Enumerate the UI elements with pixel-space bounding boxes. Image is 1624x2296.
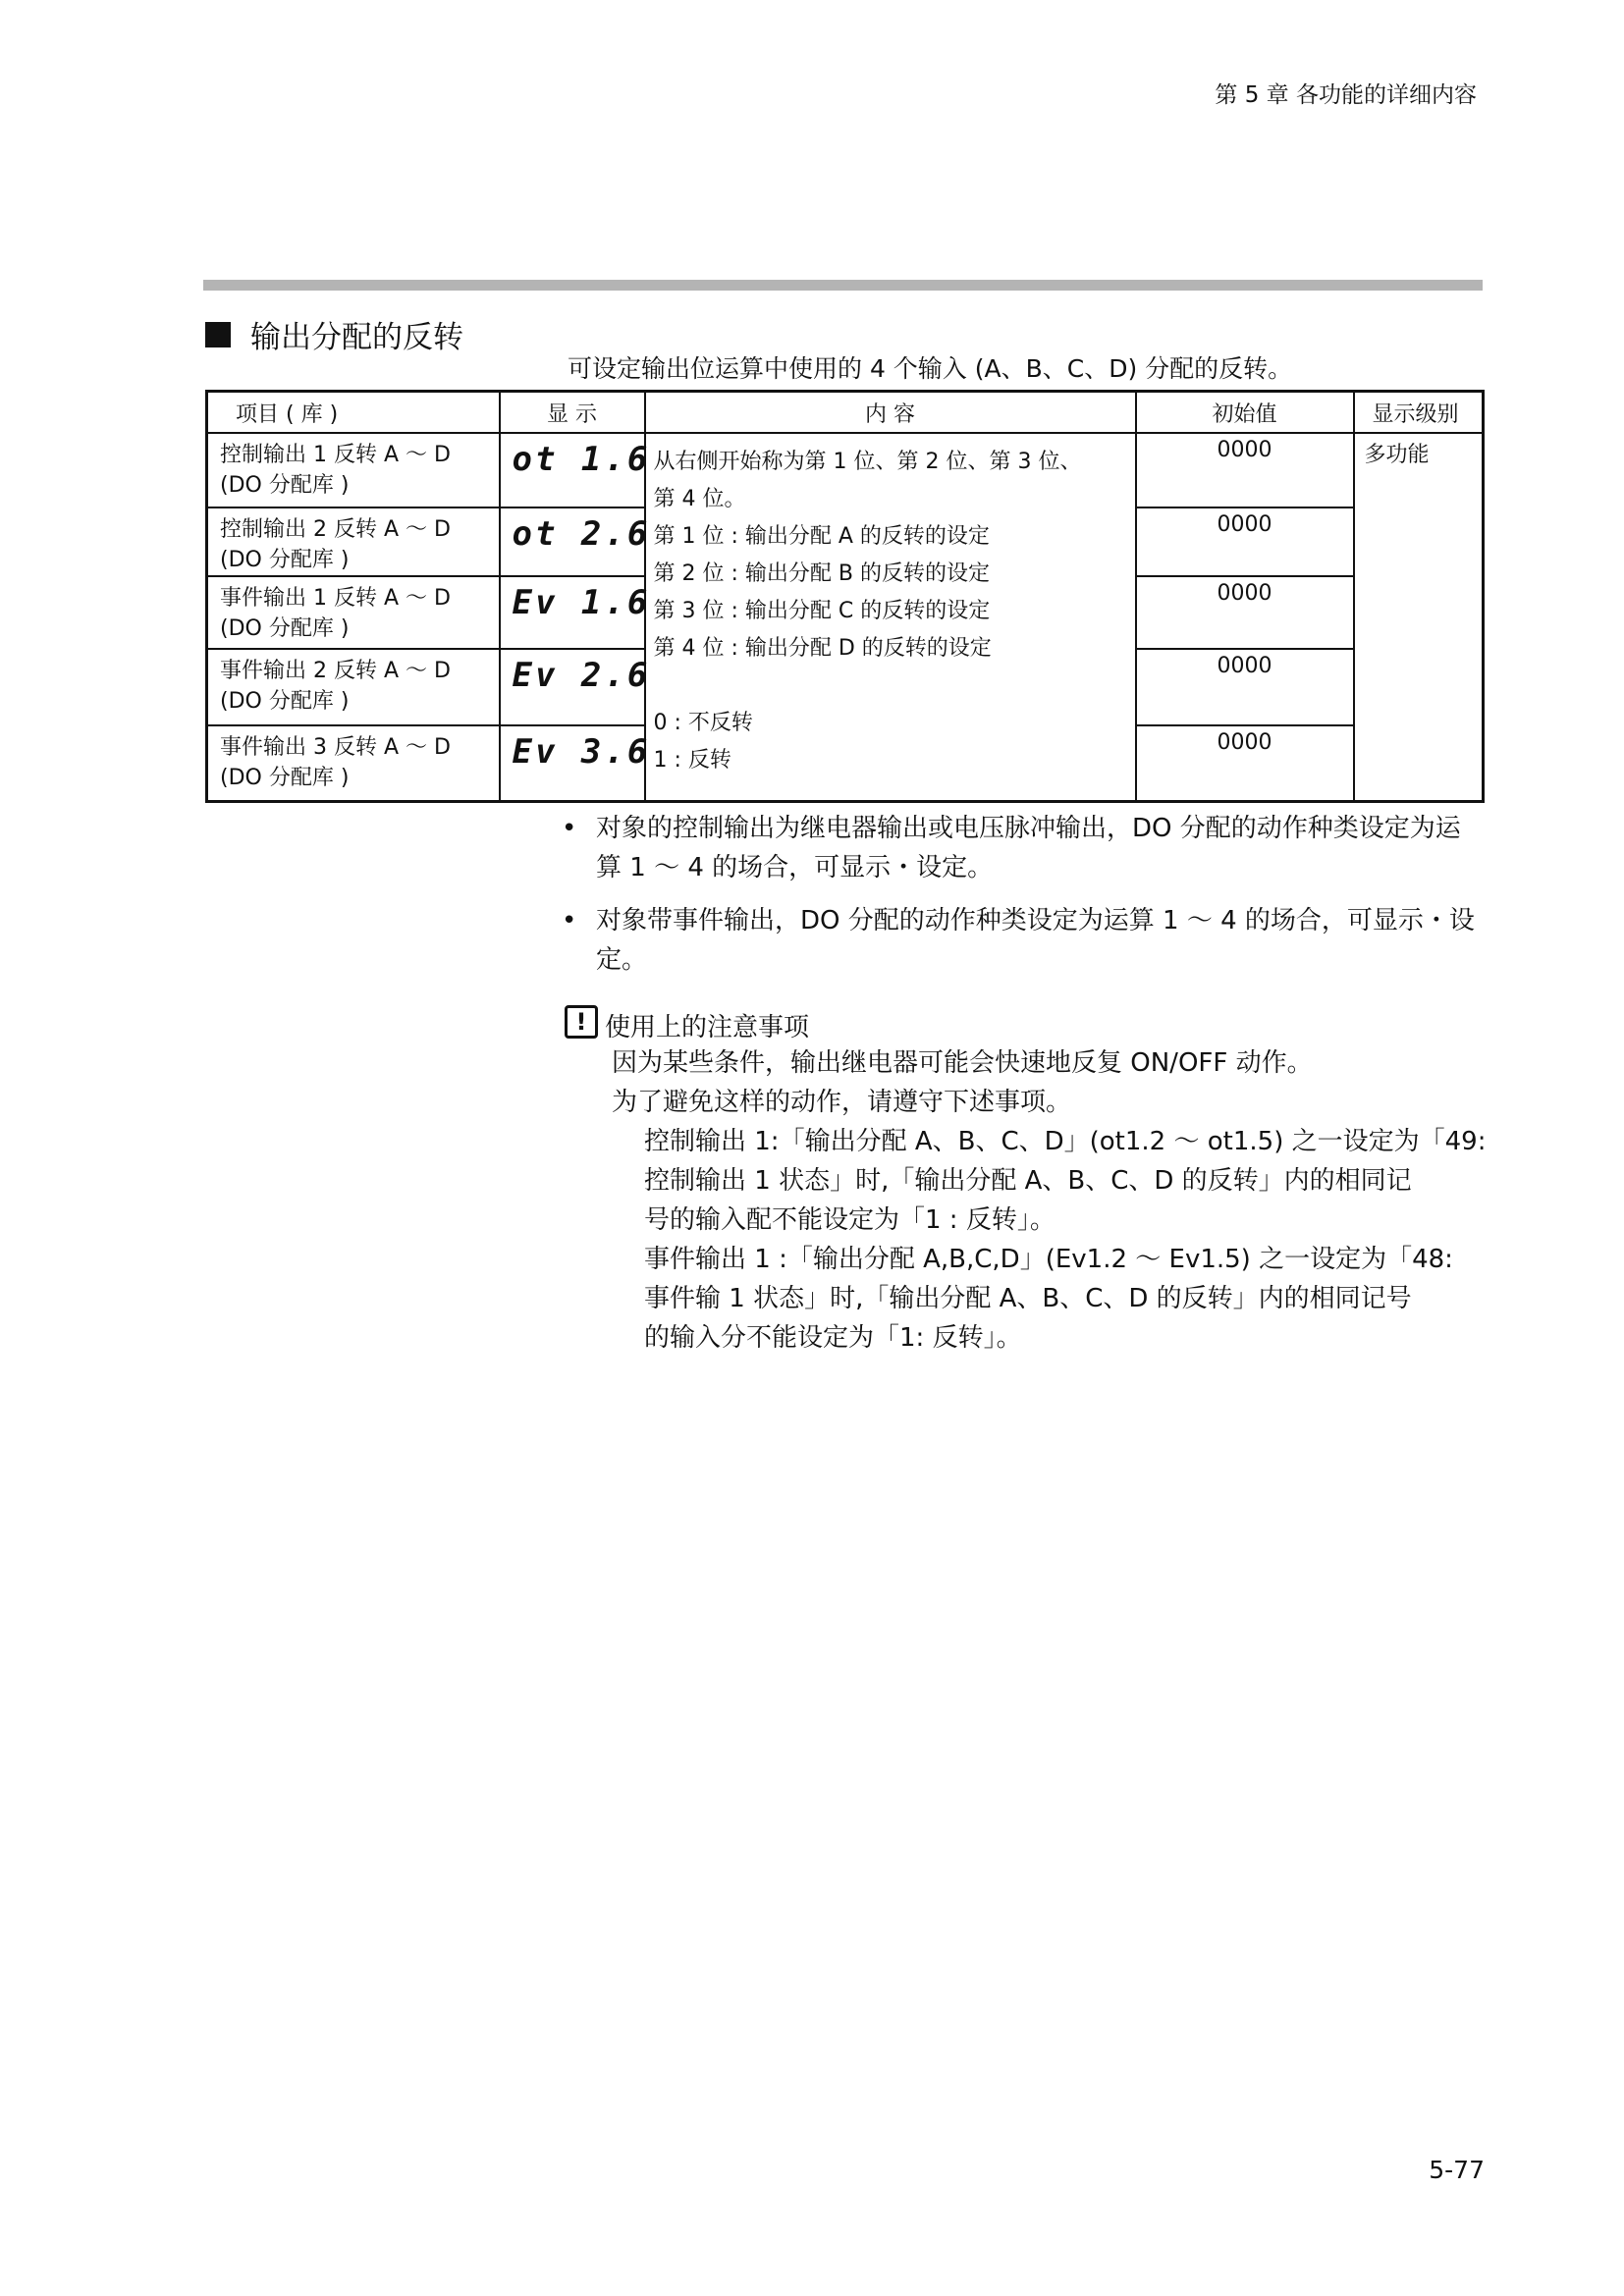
caution-line: 控制输出 1 状态」时,「输出分配 A、B、C、D 的反转」内的相同记 (644, 1166, 1412, 1196)
header-display: 显 示 (500, 392, 645, 434)
caution-line: 事件输 1 状态」时,「输出分配 A、B、C、D 的反转」内的相同记号 (644, 1284, 1412, 1313)
header-level: 显示级别 (1354, 392, 1484, 434)
segment-display: Ev 3.6 (512, 732, 651, 772)
caution-title: 使用上的注意事项 (605, 1013, 810, 1042)
display-cell (500, 507, 651, 576)
caution-line: 因为某些条件，输出继电器可能会快速地反复 ON/OFF 动作。 (612, 1048, 1313, 1078)
item-bank: (DO 分配库 ) (220, 766, 350, 790)
section-title-text: 输出分配的反转 (250, 320, 463, 355)
content-line: 第 4 位。 (653, 487, 746, 511)
table-row (207, 433, 1484, 507)
content-line: 第 3 位 : 输出分配 C 的反转的设定 (653, 599, 991, 623)
caution-line: 为了避免这样的动作，请遵守下述事项。 (612, 1088, 1072, 1117)
bullet-dot: • (562, 906, 577, 935)
initial-value: 0000 (1136, 433, 1354, 507)
item-bank: (DO 分配库 ) (220, 689, 350, 714)
display-cell (500, 433, 651, 507)
item-name: 事件输出 1 反转 A ～ D (220, 586, 451, 611)
content-line: 从右侧开始称为第 1 位、第 2 位、第 3 位、 (653, 450, 1082, 474)
item-cell (207, 576, 500, 649)
section-rule (203, 280, 1483, 291)
initial-value: 0000 (1136, 576, 1354, 649)
content-line: 1 : 反转 (653, 748, 731, 773)
item-cell (207, 725, 500, 801)
item-bank: (DO 分配库 ) (220, 548, 350, 572)
item-cell (207, 649, 500, 725)
item-cell (207, 433, 500, 507)
item-name: 事件输出 3 反转 A ～ D (220, 735, 451, 760)
caution-line: 事件输出 1 :「输出分配 A,B,C,D」(Ev1.2 ～ Ev1.5) 之一设定为「48: (644, 1245, 1453, 1274)
item-bank: (DO 分配库 ) (220, 616, 350, 641)
caution-line: 号的输入配不能设定为「1 : 反转」。 (644, 1205, 1056, 1235)
section-title (205, 312, 463, 356)
display-level: 多功能 (1354, 433, 1484, 801)
header-content: 内 容 (645, 392, 1136, 434)
bullet-text: 对象的控制输出为继电器输出或电压脉冲输出，DO 分配的动作种类设定为运算 1 ～ 4 的场合，可显示・设定。 (596, 814, 1461, 882)
content-line: 第 1 位 : 输出分配 A 的反转的设定 (653, 524, 990, 549)
caution-line: 的输入分不能设定为「1: 反转」。 (644, 1323, 1022, 1353)
bullet-text: 对象带事件输出，DO 分配的动作种类设定为运算 1 ～ 4 的场合，可显示・设定。 (596, 906, 1475, 975)
item-name: 控制输出 1 反转 A ～ D (220, 443, 451, 467)
initial-value: 0000 (1136, 725, 1354, 801)
item-name: 控制输出 2 反转 A ～ D (220, 517, 451, 542)
caution-icon: ! (565, 1005, 598, 1039)
display-cell (500, 576, 651, 649)
chapter-header: 第 5 章 各功能的详细内容 (1215, 82, 1477, 108)
initial-value: 0000 (1136, 649, 1354, 725)
page-number: 5-77 (1429, 2156, 1485, 2184)
square-bullet-icon (205, 322, 231, 347)
content-cell (645, 433, 1136, 801)
item-name: 事件输出 2 反转 A ～ D (220, 659, 451, 683)
segment-display: ot 2.6 (512, 514, 651, 554)
item-cell (207, 507, 500, 576)
segment-display: ot 1.6 (512, 440, 651, 479)
segment-display: Ev 1.6 (512, 583, 651, 622)
section-intro: 可设定输出位运算中使用的 4 个输入 (A、B、C、D) 分配的反转。 (568, 354, 1293, 383)
content-line: 第 2 位 : 输出分配 B 的反转的设定 (653, 561, 990, 586)
display-cell (500, 649, 651, 725)
bullet-dot: • (562, 814, 577, 843)
caution-line: 控制输出 1:「输出分配 A、B、C、D」(ot1.2 ～ ot1.5) 之一设定为「49: (644, 1127, 1487, 1156)
table-header-row (207, 392, 1484, 434)
display-cell (500, 725, 651, 801)
parameter-table (205, 390, 1485, 803)
content-line: 第 4 位 : 输出分配 D 的反转的设定 (653, 636, 992, 661)
header-initial: 初始值 (1136, 392, 1354, 434)
item-bank: (DO 分配库 ) (220, 473, 350, 498)
header-item: 项目 ( 库 ) (207, 392, 500, 434)
segment-display: Ev 2.6 (512, 656, 651, 695)
initial-value: 0000 (1136, 507, 1354, 576)
content-line: 0 : 不反转 (653, 711, 753, 735)
